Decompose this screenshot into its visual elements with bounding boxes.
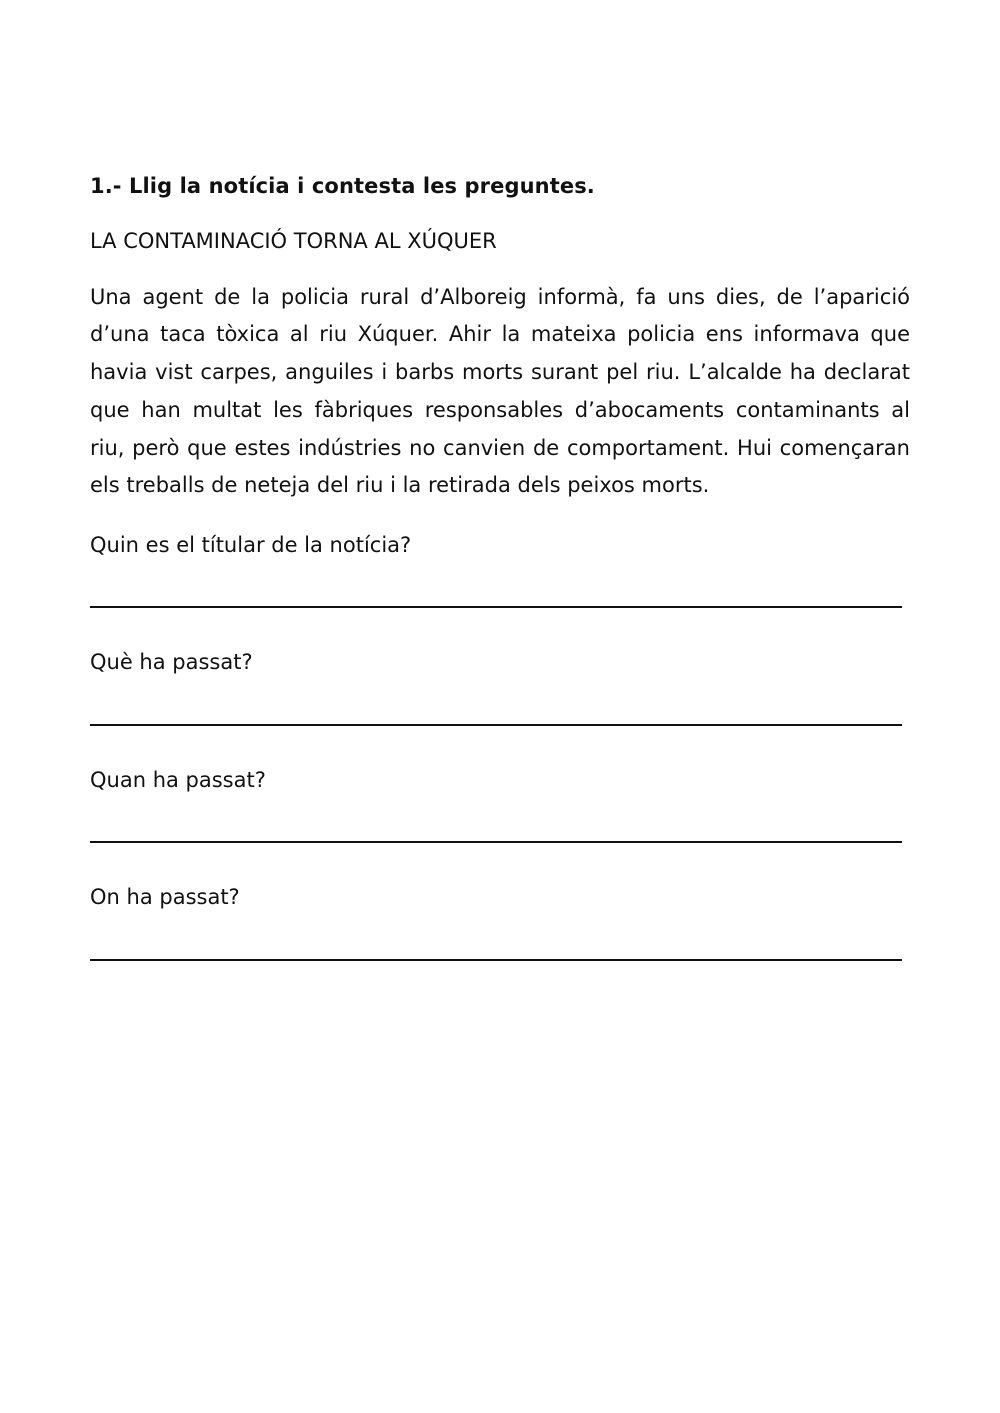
question-block — [90, 648, 910, 725]
answer-line-headline[interactable] — [90, 606, 902, 608]
worksheet-page — [90, 172, 910, 1001]
question-where: On ha passat? — [90, 885, 240, 910]
answer-line-what[interactable] — [90, 724, 902, 726]
question-what: Què ha passat? — [90, 650, 253, 675]
question-block — [90, 883, 910, 960]
article-body: Una agent de la policia rural d’Alboreig informà, fa uns dies, de l’aparició d’una taca tòxica al riu Xúquer. Ahir la mateixa policia ens informava que havia vist carpes, anguiles i barbs morts surant pel riu. L’alcalde ha declarat que han multat les fàbriques responsables d’abocaments contaminants al riu, però que estes indústries no canvien de comportament. Hui començaran els treballs de neteja del riu i la retirada dels peixos morts. — [90, 284, 910, 498]
question-headline: Quin es el títular de la notícia? — [90, 533, 412, 557]
question-block — [90, 531, 910, 608]
answer-line-where[interactable] — [90, 959, 902, 961]
question-block — [90, 766, 910, 843]
exercise-title: 1.- Llig la notícia i contesta les preguntes. — [90, 174, 595, 198]
question-when: Quan ha passat? — [90, 767, 266, 792]
article-headline: LA CONTAMINACIÓ TORNA AL XÚQUER — [90, 229, 497, 254]
answer-line-when[interactable] — [90, 841, 902, 843]
